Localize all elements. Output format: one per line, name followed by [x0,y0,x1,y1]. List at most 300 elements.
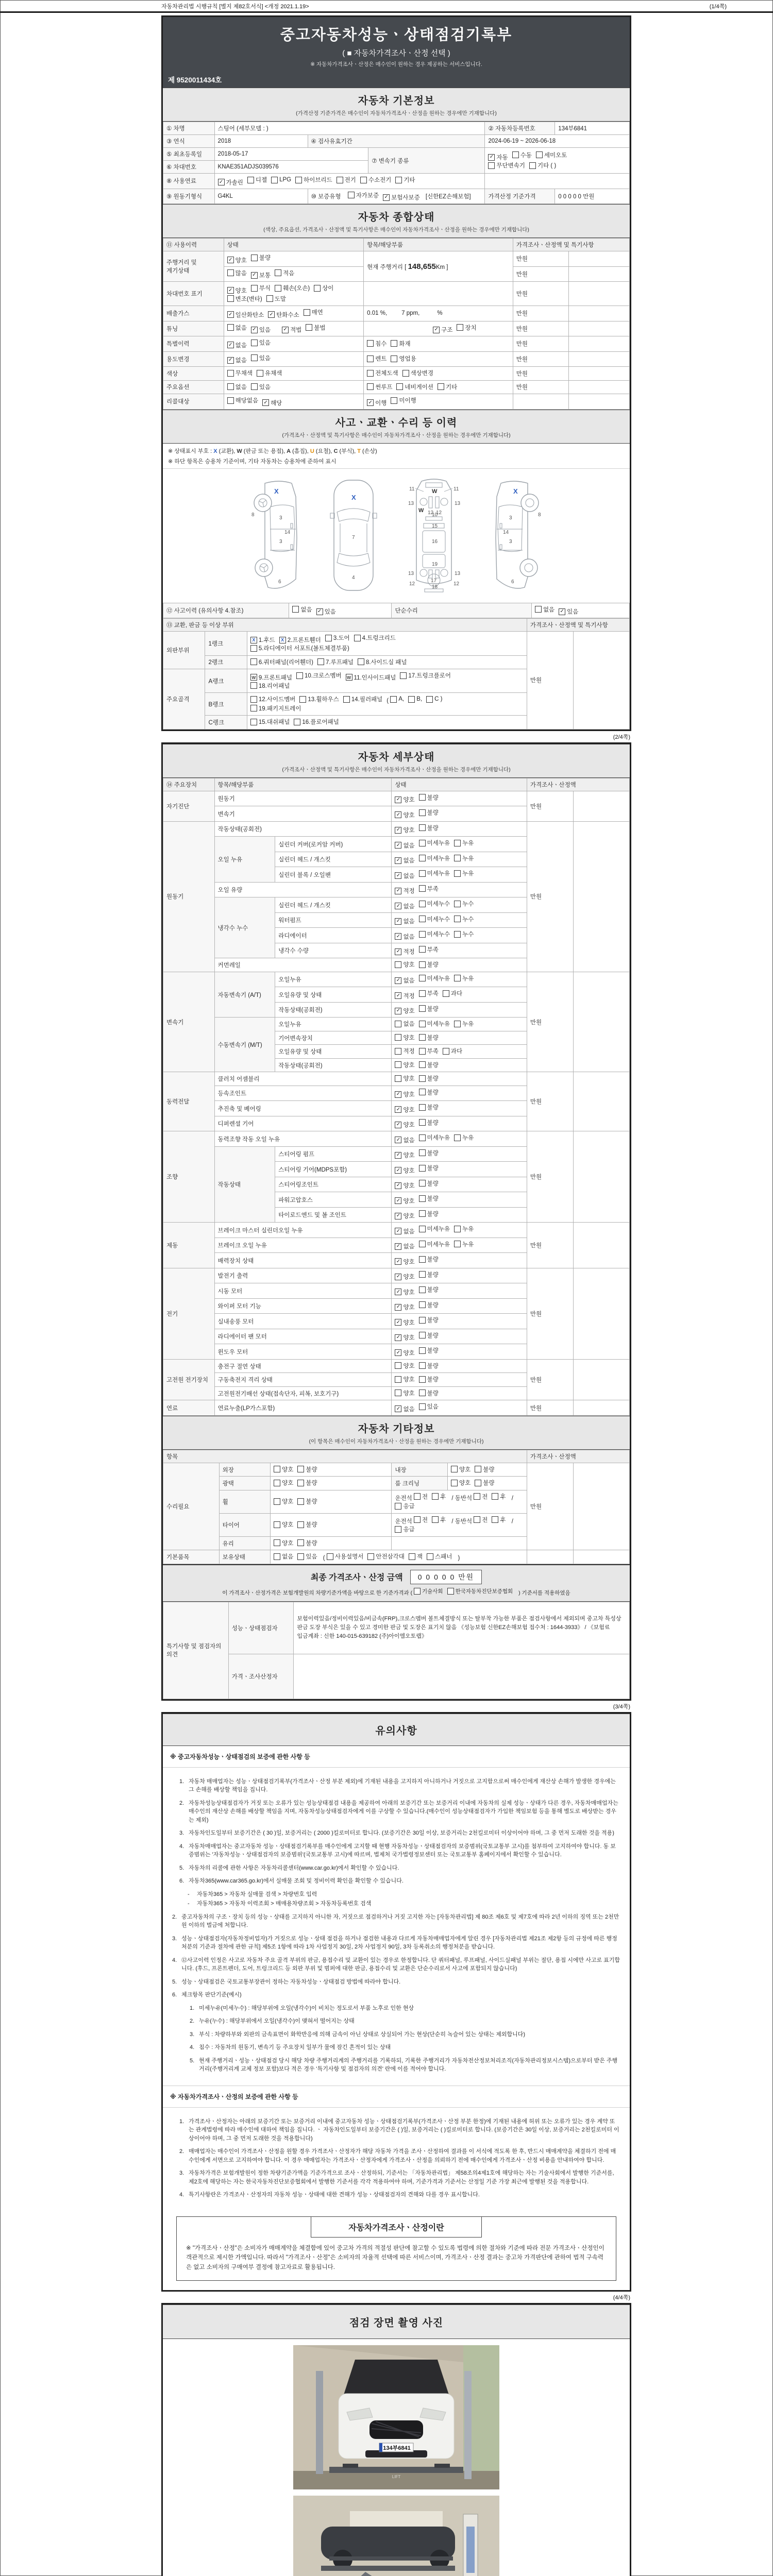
checkbox[interactable] [395,1034,401,1041]
checkbox[interactable]: ✓ [395,992,401,999]
checkbox[interactable] [395,1362,401,1369]
check-item [454,930,474,938]
device-item-label: 스티어링 펌프 [275,1146,392,1162]
checkbox[interactable] [419,961,426,968]
checkbox[interactable]: ✓ [395,1167,401,1174]
checkbox[interactable]: ✓ [395,1213,401,1219]
checkbox[interactable] [475,1466,481,1472]
checkbox[interactable]: ✓ [251,272,258,279]
checkbox[interactable] [395,1048,401,1055]
checkbox[interactable]: ✓ [395,827,401,834]
checkbox[interactable] [419,1165,426,1172]
checkbox[interactable] [227,397,234,404]
text: W [237,448,242,454]
check-item [251,338,271,347]
checkbox[interactable] [391,397,397,404]
svg-text:11: 11 [409,486,415,492]
note-cell [574,1463,630,1550]
device-state-cell [392,972,527,987]
check-label: 한국자동차진단보증협회 [455,1588,513,1595]
checkbox[interactable] [391,340,397,347]
note-cell [569,380,630,394]
check-label: 양호 [282,1499,294,1505]
checkbox[interactable] [408,696,415,703]
checkbox[interactable] [454,1021,461,1027]
checkbox[interactable] [419,1021,426,1027]
check-label: 부식 [259,285,271,292]
checkbox[interactable] [395,1503,401,1510]
checkbox[interactable]: ✓ [395,1274,401,1280]
checkbox[interactable]: ✓ [395,1243,401,1250]
check-item [529,161,556,170]
checkbox[interactable] [419,1286,426,1293]
checkbox[interactable]: ✓ [262,399,269,406]
checkbox[interactable] [274,1498,280,1505]
checkbox[interactable] [297,1466,304,1472]
checkbox[interactable] [227,324,234,331]
checkbox[interactable] [419,1332,426,1338]
checkbox[interactable] [367,370,374,377]
checkbox[interactable] [536,151,543,158]
fuel-checks [214,174,485,189]
checkbox[interactable] [419,1256,426,1263]
checkbox[interactable] [419,1104,426,1111]
checkbox[interactable] [419,916,426,922]
checkbox[interactable]: ✓ [395,948,401,955]
checkbox[interactable] [426,696,433,703]
checkbox[interactable] [419,1226,426,1232]
checkbox[interactable] [419,1389,426,1396]
checkbox[interactable] [414,1588,421,1595]
item-cell [364,336,513,352]
check-label: 미세누유 [427,1226,450,1233]
checkbox[interactable] [419,1089,426,1095]
checkbox[interactable]: ✓ [218,179,225,185]
checkbox[interactable] [419,946,426,953]
checkbox[interactable] [348,192,355,198]
checkbox[interactable] [275,269,281,276]
overall-row [163,282,630,306]
check-label: 17.트렁크플로어 [408,673,451,679]
checkbox[interactable]: ✓ [395,977,401,984]
checkbox[interactable] [535,606,542,613]
device-item-label: 추진축 및 베어링 [214,1101,392,1116]
checkbox[interactable] [343,696,350,703]
check-label: 기타 [446,384,458,391]
checkbox[interactable] [251,340,258,346]
checkbox[interactable]: ✓ [251,327,258,333]
checkbox[interactable] [474,1493,480,1500]
checkbox[interactable]: ✓ [395,933,401,940]
checkbox[interactable] [443,1048,449,1055]
check-label: 없음 [235,325,247,331]
check-label: 전 [482,1494,488,1500]
checkbox[interactable] [297,1480,304,1486]
checkbox[interactable] [327,1553,333,1560]
checkbox[interactable]: ✓ [227,257,234,263]
checkbox[interactable] [419,1271,426,1278]
hold-state-cell [271,1550,527,1564]
checkbox[interactable] [454,1241,461,1247]
checkbox[interactable] [304,309,310,316]
checkbox[interactable] [314,285,321,292]
checkbox[interactable] [427,1553,433,1560]
checkbox[interactable] [396,383,403,390]
checkbox[interactable] [358,658,364,665]
checkbox[interactable] [419,931,426,938]
checkbox[interactable]: ✓ [268,311,275,318]
check-item [492,1516,506,1524]
checkbox[interactable] [492,1493,498,1500]
check-label: 10.크로스멤버 [305,673,342,679]
checkbox[interactable] [395,1526,401,1533]
checkbox[interactable] [250,696,257,703]
price-cell: 만원 [513,306,569,321]
check-label: 양호 [282,1540,294,1547]
checkbox[interactable]: ✓ [282,327,289,333]
checkbox[interactable] [395,1376,401,1383]
checkbox[interactable] [419,1403,426,1410]
checkbox[interactable]: ✓ [395,1334,401,1341]
checkbox[interactable] [266,295,273,302]
checkbox[interactable]: ✓ [395,1228,401,1234]
check-item [268,311,299,319]
checkbox[interactable]: ✓ [227,287,234,294]
page-2 [161,742,631,1701]
overall-row [163,394,630,410]
checkbox[interactable] [367,340,374,347]
checkbox[interactable]: ✓ [395,1197,401,1204]
checkbox[interactable] [227,269,234,276]
checkbox[interactable] [227,383,234,390]
checkbox[interactable] [451,1466,458,1472]
checkbox[interactable] [297,1521,304,1528]
checkbox[interactable]: ✓ [395,1258,401,1265]
check-label: 불량 [427,1062,439,1069]
checkbox[interactable] [274,1521,280,1528]
checkbox[interactable] [250,719,257,725]
checkbox[interactable]: ✓ [395,1091,401,1098]
checkbox[interactable]: ✓ [395,1122,401,1128]
notice-item-text: 누유(누수) : 해당부위에서 오일(냉각수)이 맺혀서 떨어지는 상태 [199,2018,355,2025]
checkbox[interactable] [395,961,401,968]
checkbox[interactable] [419,1376,426,1383]
notice-item-number: 1. [190,2005,195,2011]
checkbox[interactable] [419,1241,426,1247]
check-item [419,1346,439,1354]
check-label: 양호 [282,1522,294,1528]
panel-items-line [250,671,524,682]
checkbox[interactable] [419,1180,426,1187]
checkbox[interactable] [419,1119,426,1126]
transmission-checks [485,148,630,174]
check-label: 있음 [259,384,271,391]
checkbox[interactable]: ✓ [395,903,401,909]
checkbox[interactable] [402,370,409,377]
checkbox[interactable]: W [346,674,352,681]
checkbox[interactable] [457,324,463,331]
checkbox[interactable] [419,1317,426,1324]
checkbox[interactable] [419,1210,426,1217]
checkbox[interactable] [395,1021,401,1027]
checkbox[interactable] [295,177,302,183]
checkbox[interactable] [529,162,536,169]
notice-item-number: 3. [172,1935,177,1942]
checkbox[interactable] [400,672,407,679]
check-label: 부족 [427,886,439,892]
checkbox[interactable] [367,1553,374,1560]
checkbox[interactable]: ✓ [395,1289,401,1295]
device-item-label: 냉각수 수량 [275,943,392,958]
checkbox[interactable]: ✓ [395,811,401,818]
checkbox[interactable] [414,1516,421,1523]
checkbox[interactable] [251,285,258,292]
checkbox[interactable]: ✓ [227,311,234,318]
checkbox[interactable] [419,990,426,997]
checkbox[interactable]: ✓ [559,608,565,615]
checkbox[interactable]: ✓ [395,857,401,864]
checkbox[interactable] [419,855,426,861]
base-price-value: 0 0 0 0 0 만원 [555,189,630,204]
checkbox[interactable] [251,354,258,361]
checkbox[interactable] [297,1498,304,1505]
checkbox[interactable] [391,355,397,362]
check-item [395,1405,414,1413]
notice-item-text: 자동차365(www.car365.go.kr)에서 실매물 조회 및 정비이력 확인을 확인할 수 있습니다. [189,1878,404,1885]
check-item [433,326,452,334]
check-item [279,636,321,644]
checkbox[interactable] [419,1149,426,1156]
notice-item-text: 자동차 매매업자는 성능ㆍ상태점검기록부(가격조사ㆍ산정 부분 제외)에 기재된 내용을 고지하지 아니하거나 거짓으로 고지함으로써 매수인에게 재산상 손해가 발생한 경우에는 그 손해를 배상할 책임을 집니다. [189,1778,616,1793]
checkbox[interactable] [419,840,426,846]
accident-subtitle: (가격조사ㆍ산정액 및 특기사항은 매수인이 자동차가격조사ㆍ산정을 원하는 경우에만 기재합니다) [282,432,511,438]
checkbox[interactable] [488,162,495,169]
checkbox[interactable] [419,1347,426,1354]
item-cell [364,282,513,306]
checkbox[interactable]: ✓ [395,1304,401,1311]
check-label: 있음 [427,1404,439,1411]
checkbox[interactable] [447,1588,454,1595]
checkbox[interactable]: ✓ [395,918,401,925]
checkbox[interactable] [395,177,402,183]
check-item [282,326,301,334]
check-item [492,1493,506,1501]
checkbox[interactable] [409,1553,415,1560]
checkbox[interactable]: ✓ [395,1008,401,1014]
check-item [395,1121,414,1129]
checkbox[interactable] [274,1539,280,1546]
check-label: 화재 [399,341,411,347]
checkbox[interactable] [367,383,374,390]
checkbox[interactable] [395,1061,401,1068]
check-label: 미세누유 [427,1021,450,1028]
checkbox[interactable] [454,916,461,922]
checkbox[interactable] [297,1553,304,1560]
check-item [383,193,420,201]
checkbox[interactable]: ✓ [395,888,401,894]
check-label: 2.프론트휀더 [287,637,321,643]
checkbox[interactable] [251,383,258,390]
checkbox[interactable] [395,1389,401,1396]
checkbox[interactable] [474,1516,480,1523]
misc-row [163,1550,630,1564]
checkbox[interactable] [454,931,461,938]
checkbox[interactable]: ✓ [395,1152,401,1159]
notice-item-number: 6. [172,1992,177,1998]
checkbox[interactable] [306,324,312,331]
checkbox[interactable] [395,1075,401,1082]
notice-item [190,2043,620,2052]
notice-item [179,1842,620,1859]
checkbox[interactable]: ✓ [488,154,495,161]
checkbox[interactable] [274,1553,280,1560]
check-item [271,177,291,183]
checkbox[interactable]: ✓ [395,796,401,803]
checkbox[interactable] [257,370,263,377]
text: / [510,1495,513,1502]
checkbox[interactable]: ✓ [395,1106,401,1113]
checkbox[interactable] [419,1005,426,1012]
repair-state-cell [448,1463,527,1477]
simple-repair-checks [531,603,629,618]
checkbox[interactable] [292,606,299,613]
checkbox[interactable] [419,1195,426,1202]
notice-item [188,1900,620,1908]
checkbox[interactable] [419,885,426,892]
checkbox[interactable] [419,870,426,877]
repair-wide-cell [392,1490,527,1513]
checkbox[interactable] [227,370,234,377]
device-state-cell [392,882,527,897]
inspection-label: ④ 검사유효기간 [308,135,485,148]
checkbox[interactable] [296,672,303,679]
checkbox[interactable] [250,658,257,665]
check-label: 양호 [403,1008,415,1015]
checkbox[interactable] [419,794,426,801]
checkbox[interactable] [299,696,306,703]
checkbox[interactable] [419,1362,426,1369]
checkbox[interactable]: ✓ [383,194,390,201]
checkbox[interactable] [247,177,254,183]
checkbox[interactable]: W [250,674,257,681]
checkbox[interactable] [419,1048,426,1055]
checkbox[interactable] [354,635,361,641]
check-item [395,933,414,941]
checkbox[interactable] [419,1061,426,1068]
checkbox[interactable] [250,682,257,689]
check-label: 불량 [427,1120,439,1126]
checkbox[interactable] [419,1134,426,1141]
checkbox[interactable]: ✓ [395,1182,401,1189]
checkbox[interactable] [274,1480,280,1486]
checkbox[interactable] [443,990,449,997]
checkbox[interactable] [492,1516,498,1523]
checkbox[interactable] [414,1493,421,1500]
check-item [274,1479,293,1487]
check-item [419,989,439,997]
checkbox[interactable] [317,658,324,665]
checkbox[interactable] [454,1134,461,1141]
checkbox[interactable] [251,255,258,261]
checkbox[interactable] [419,1034,426,1041]
checkbox[interactable] [275,285,281,292]
checkbox[interactable] [227,295,234,302]
checkbox[interactable]: ✓ [367,399,374,406]
checkbox[interactable] [271,177,278,183]
checkbox[interactable]: X [279,637,286,643]
device-sub-label: 오일 누유 [214,837,275,883]
checkbox[interactable] [432,1516,439,1523]
checkbox[interactable] [419,824,426,831]
check-label: 전체도색 [375,370,398,377]
state-cell [224,380,364,394]
checkbox[interactable] [419,975,426,981]
checkbox[interactable] [325,635,332,641]
checkbox[interactable]: ✓ [227,357,234,364]
checkbox[interactable] [367,355,374,362]
checkbox[interactable]: ✓ [395,1405,401,1412]
check-item [314,284,333,292]
checkbox[interactable]: ✓ [395,842,401,849]
checkbox[interactable]: ✓ [395,1349,401,1356]
checkbox[interactable] [454,840,461,846]
checkbox[interactable] [438,383,444,390]
checkbox[interactable] [454,870,461,877]
repair-wide-cell [392,1513,527,1536]
checkbox[interactable] [454,855,461,861]
checkbox[interactable] [419,1075,426,1082]
usage-label: 배출가스 [163,306,224,321]
checkbox[interactable]: ✓ [316,608,323,615]
overall-row [163,336,630,352]
check-label: 변조(변타) [235,296,262,302]
checkbox[interactable] [432,1493,439,1500]
text: (판금 또는 용접), [242,448,287,454]
checkbox[interactable]: ✓ [395,872,401,879]
checkbox[interactable] [337,177,343,183]
checkbox[interactable] [419,1301,426,1308]
checkbox[interactable] [274,1466,280,1472]
checkbox[interactable] [297,1539,304,1546]
checkbox[interactable] [454,1226,461,1232]
notice-item-number: 2. [179,2148,184,2155]
checkbox[interactable]: X [250,637,257,643]
notice-item [172,1935,620,1952]
checkbox[interactable]: ✓ [433,327,440,333]
text: T [357,448,361,454]
checkbox[interactable] [250,705,257,711]
checkbox[interactable] [454,901,461,907]
check-label: 보통 [259,273,271,279]
check-item [419,1164,439,1172]
checkbox[interactable] [294,719,300,725]
checkbox[interactable]: ✓ [227,342,234,348]
checkbox[interactable] [451,1480,458,1486]
checkbox[interactable]: ✓ [395,1319,401,1326]
checkbox[interactable] [475,1480,481,1486]
check-label: 렌트 [375,356,387,362]
checkbox[interactable] [512,151,519,158]
checkbox[interactable] [454,975,461,981]
hold-state-label: 보유상태 [219,1550,271,1564]
checkbox[interactable] [250,645,257,652]
checkbox[interactable] [419,901,426,907]
checkbox[interactable] [419,809,426,816]
inspector-opinion-label: 성능ㆍ상태점검자 [228,1602,294,1654]
checkbox[interactable] [360,177,367,183]
checkbox[interactable] [390,696,397,703]
checkbox[interactable]: ✓ [395,1137,401,1143]
